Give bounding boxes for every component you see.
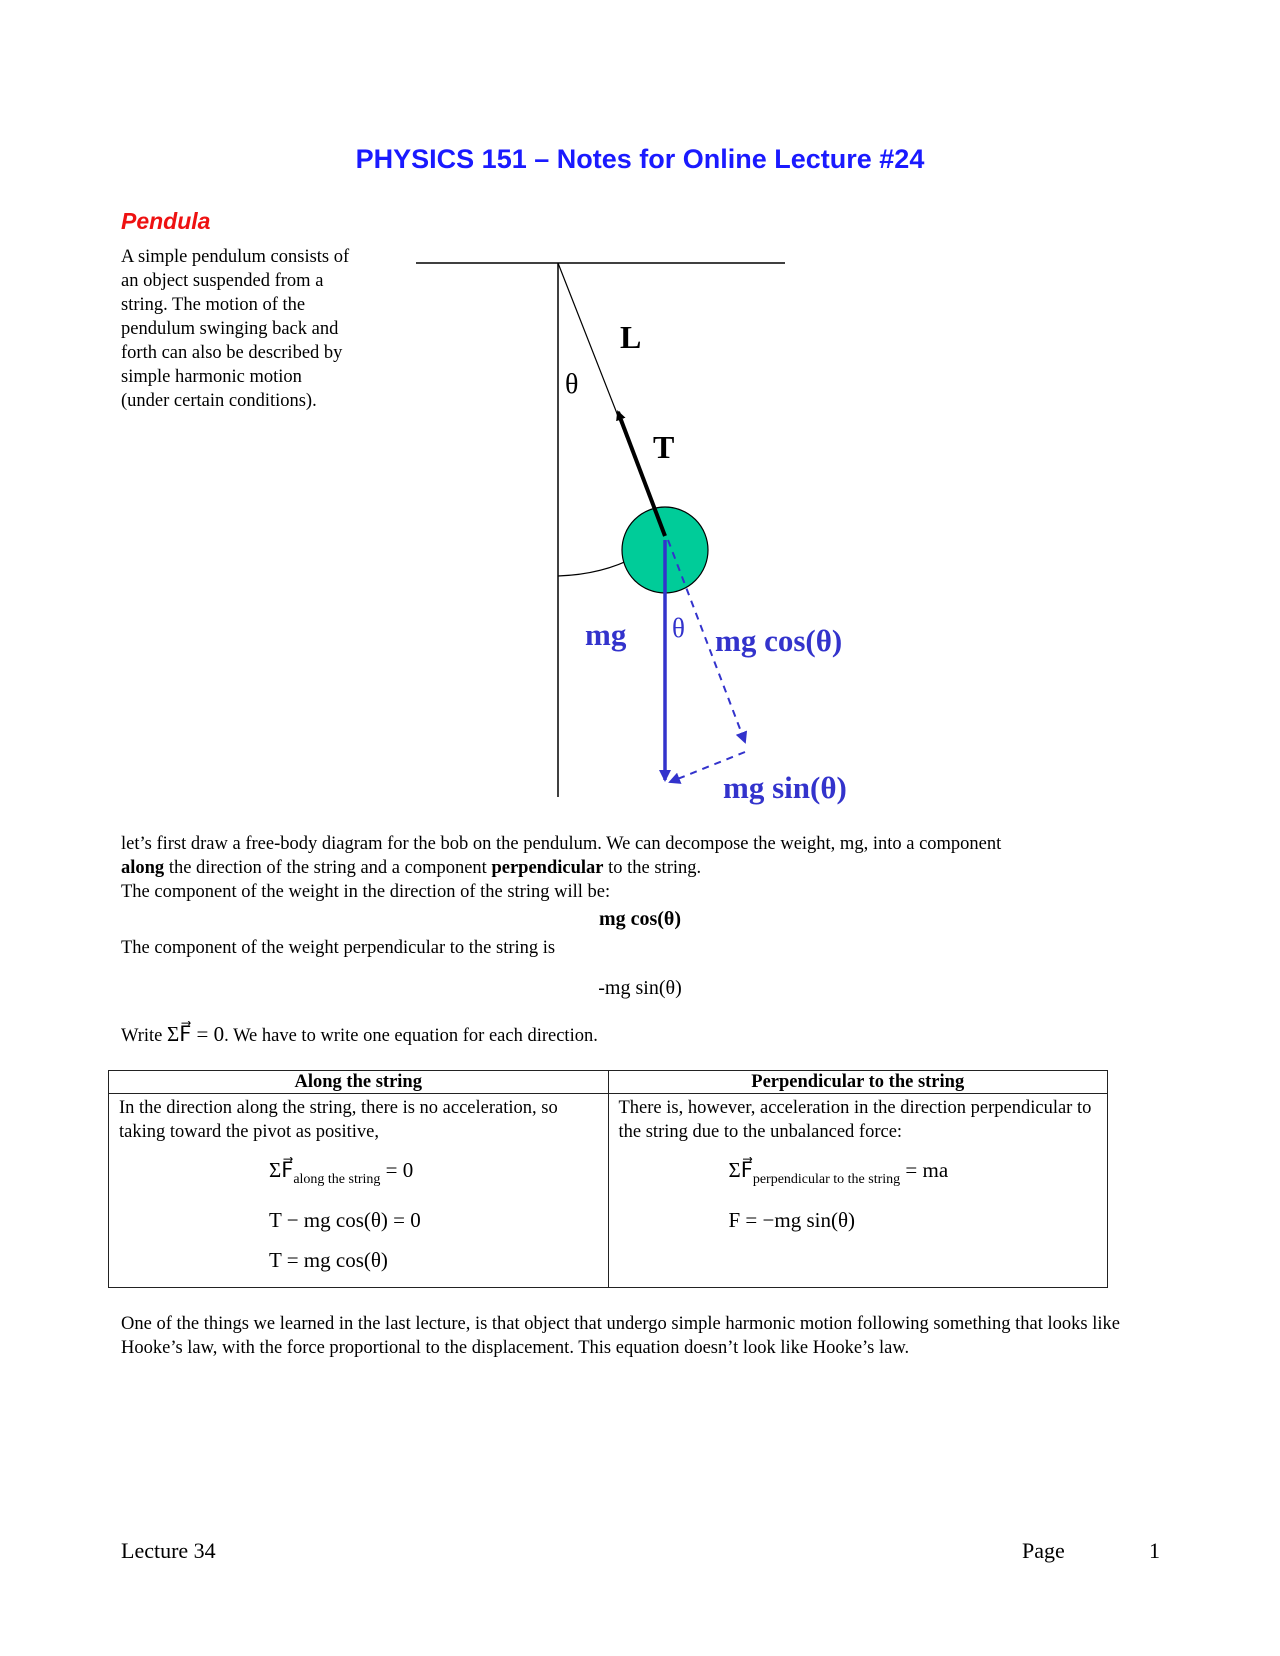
label-theta-top: θ	[565, 369, 579, 400]
label-weight: mg	[585, 617, 627, 652]
body-paragraph-2: The component of the weight perpendicular to the string is	[121, 938, 556, 958]
body-text: let’s first draw a free-body diagram for the bob on the pendulum. We can decompose the weight, mg, into a component	[121, 834, 1002, 854]
equation-cos: mg cos(θ)	[598, 908, 682, 930]
footer-lecture: Lecture 34	[121, 1538, 216, 1563]
perpendicular-eq-2: F = −mg sin(θ)	[728, 1208, 856, 1232]
perpendicular-equations	[619, 1150, 1098, 1240]
label-theta-bottom: θ	[672, 613, 685, 643]
along-eq-3: T = mg cos(θ)	[269, 1248, 388, 1272]
write-suffix: . We have to write one equation for each direction.	[224, 1026, 598, 1046]
along-eq-1-main: ΣF⃗	[269, 1158, 294, 1182]
table-header-along: Along the string	[109, 1071, 609, 1094]
label-length: L	[620, 319, 642, 355]
body-bold-perpendicular: perpendicular	[491, 858, 604, 878]
body-text: the direction of the string and a component	[164, 858, 492, 878]
label-sin-component: mg sin(θ)	[723, 770, 847, 805]
along-text: In the direction along the string, there is no acceleration, so taking toward the pivot as positive,	[119, 1098, 558, 1142]
body-text: to the string.	[603, 858, 702, 878]
page-title: PHYSICS 151 – Notes for Online Lecture #24	[355, 144, 925, 174]
perpendicular-text: There is, however, acceleration in the direction perpendicular to the string due to the unbalanced force:	[618, 1098, 1092, 1142]
perpendicular-eq-1-main: ΣF⃗	[728, 1158, 753, 1182]
along-eq-1	[269, 1150, 598, 1200]
along-equations	[119, 1150, 598, 1280]
perpendicular-eq-1-rhs: = ma	[900, 1158, 949, 1182]
perpendicular-eq-1-sub: perpendicular to the string	[752, 1172, 901, 1187]
closing-paragraph: One of the things we learned in the last lecture, is that object that undergo simple harmonic motion following something that looks like Hooke’s law, with the force proportional to the displacement. This equation doesn’t look like Hooke’s law.	[121, 1314, 1120, 1358]
table-cell-along	[109, 1094, 609, 1288]
table-header-perpendicular: Perpendicular to the string	[608, 1071, 1108, 1094]
section-heading: Pendula	[121, 208, 211, 234]
footer-page-number: 1	[1149, 1538, 1160, 1563]
label-tension: T	[653, 429, 675, 465]
body-text: The component of the weight in the direction of the string will be:	[121, 882, 611, 902]
body-bold-along: along	[121, 858, 165, 878]
label-cos-component: mg cos(θ)	[715, 623, 843, 658]
intro-paragraph: A simple pendulum consists of an object suspended from a string. The motion of the pendulum swinging back and forth can also be described by simple harmonic motion (under certain conditions).	[121, 247, 350, 411]
body-paragraph-1	[121, 832, 1001, 904]
force-table	[108, 1070, 1108, 1288]
write-equation: ΣF⃗ = 0	[167, 1022, 225, 1046]
footer-page-label: Page	[1022, 1538, 1065, 1563]
write-prefix: Write	[121, 1026, 167, 1046]
write-sentence	[121, 1022, 598, 1048]
equation-sin: -mg sin(θ)	[598, 977, 682, 999]
along-eq-2: T − mg cos(θ) = 0	[269, 1208, 421, 1232]
along-eq-1-rhs: = 0	[380, 1158, 414, 1182]
perpendicular-eq-1	[729, 1150, 1098, 1200]
table-cell-perpendicular	[608, 1094, 1108, 1288]
along-eq-1-sub: along the string	[293, 1172, 381, 1187]
